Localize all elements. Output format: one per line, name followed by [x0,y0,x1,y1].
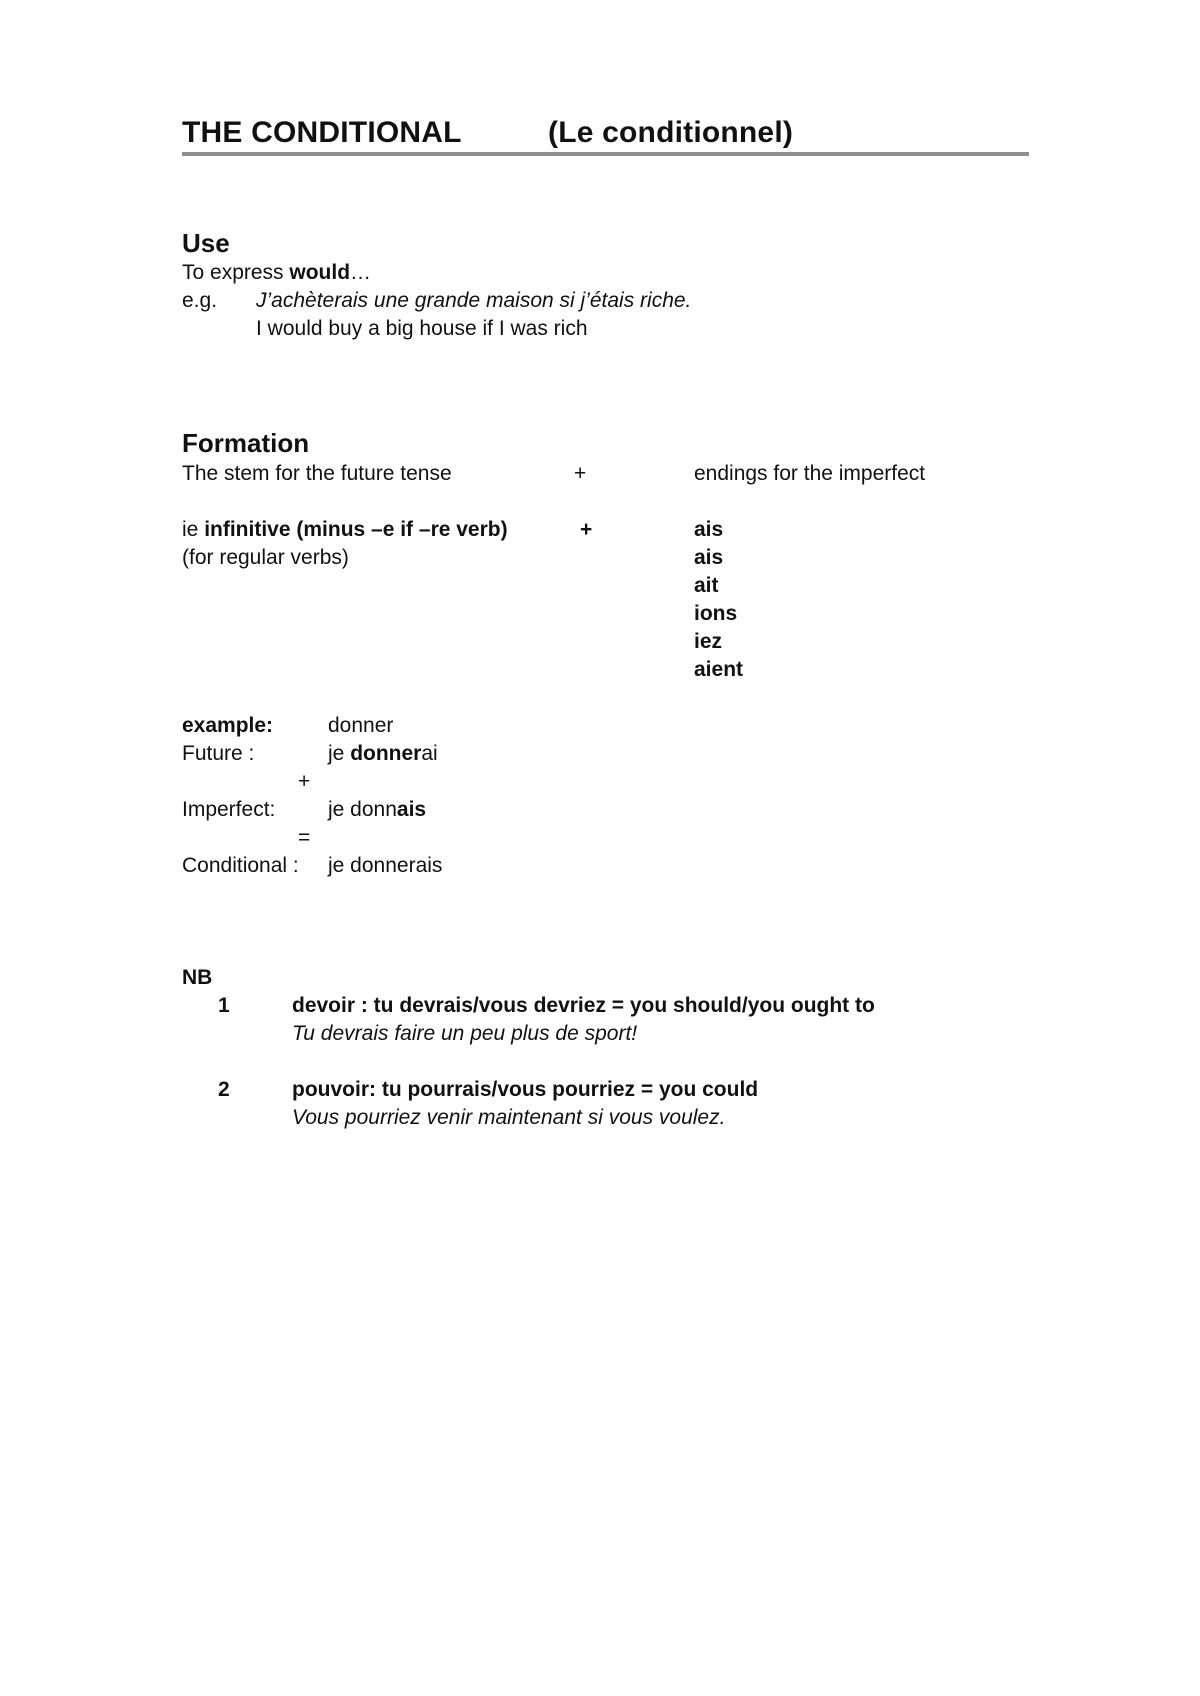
conditional-label: Conditional : [182,854,299,877]
future-form-pronoun: je [328,742,351,765]
infinitive-plus: + [580,518,593,541]
imperfect-form [328,796,426,824]
infinitive-rule-bold: infinitive (minus –e if –re verb) [204,518,508,541]
ending-list-item: ait [694,574,719,597]
formation-plus: + [574,462,587,485]
ending-list-item: aient [694,658,744,681]
ending-list-item: iez [694,630,723,653]
endings-label: endings for the imperfect [694,462,926,485]
nb-item-rule: pouvoir: tu pourrais/vous pourriez = you could [292,1078,759,1101]
title-underline [182,152,1029,156]
example-label: example: [182,714,274,737]
use-definition [182,259,371,287]
eg-english-sentence: I would buy a big house if I was rich [256,317,588,340]
imperfect-form-ending: ais [396,798,427,821]
nb-item-example: Tu devrais faire un peu plus de sport! [292,1022,638,1045]
page-title: THE CONDITIONAL [182,116,462,149]
future-form [328,740,438,768]
formation-heading: Formation [182,428,310,458]
example-plus: + [298,770,311,793]
imperfect-label: Imperfect: [182,798,276,821]
example-verb: donner [328,714,394,737]
use-definition-bold: would [289,261,351,284]
use-definition-prefix: To express [182,261,290,284]
stem-label: The stem for the future tense [182,462,452,485]
regular-verbs-note: (for regular verbs) [182,546,349,569]
use-definition-suffix: … [350,261,372,284]
page-title-french: (Le conditionnel) [548,116,794,149]
nb-item-number: 1 [218,994,230,1017]
future-form-ending: ai [421,742,438,765]
infinitive-rule-prefix: ie [182,518,205,541]
nb-item-rule: devoir : tu devrais/vous devriez = you should/you ought to [292,994,875,1017]
ending-list-item: ais [694,546,724,569]
eg-label: e.g. [182,289,218,312]
example-equals: = [298,826,311,849]
ending-list-item: ions [694,602,738,625]
eg-french-sentence: J’achèterais une grande maison si j’étais riche. [256,289,692,312]
future-form-stem: donner [350,742,422,765]
imperfect-form-stem: je donn [328,798,397,821]
conditional-form: je donnerais [328,854,443,877]
infinitive-rule [182,516,508,544]
future-label: Future : [182,742,255,765]
nb-label: NB [182,966,213,989]
nb-item-number: 2 [218,1078,230,1101]
nb-item-example: Vous pourriez venir maintenant si vous voulez. [292,1106,726,1129]
ending-list-item: ais [694,518,724,541]
use-heading: Use [182,228,230,258]
